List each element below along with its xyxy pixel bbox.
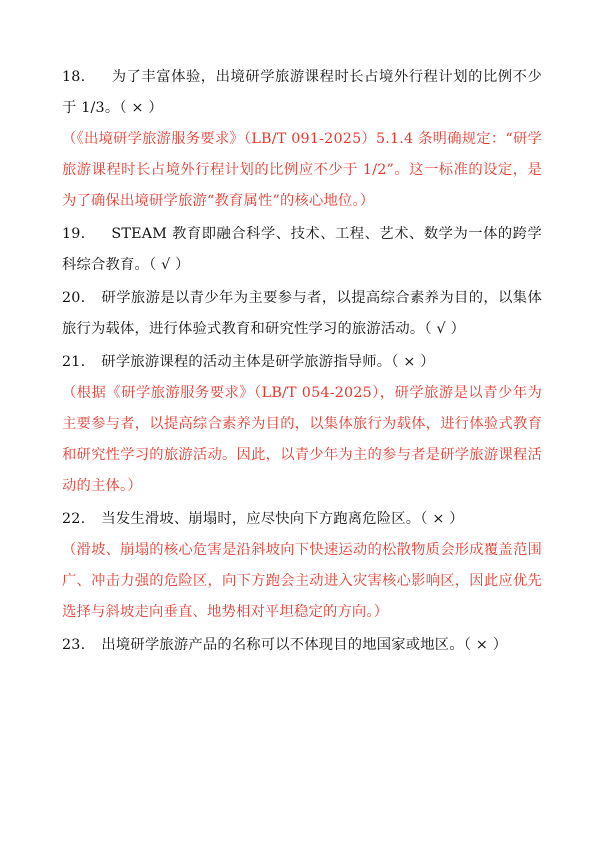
question-body-20: 研学旅游是以青少年为主要参与者，以提高综合素养为目的，以集体旅行为载体，进行体验式教育和研究性学习的旅游活动。（ √ ）	[62, 290, 542, 337]
question-text-19	[62, 219, 542, 281]
question-number-19: 19.	[62, 226, 86, 242]
question-text-21	[62, 347, 542, 378]
question-text-22	[62, 504, 542, 535]
question-item-23	[62, 630, 542, 661]
answer-text-18: （《出境研学旅游服务要求》（LB/T 091-2025）5.1.4 条明确规定：“研学旅游课程时长占境外行程计划的比例应不少于 1/2”。这一标准的设定，是为了确保出境研学旅游“教育属性”的核心地位。）	[62, 131, 542, 209]
question-item-22	[62, 504, 542, 628]
question-number-21: 21.	[62, 354, 86, 370]
question-item-21	[62, 347, 542, 502]
question-text-18	[62, 62, 542, 124]
question-body-23: 出境研学旅游产品的名称可以不体现目的地国家或地区。（ × ）	[101, 637, 508, 653]
answer-text-22: （滑坡、崩塌的核心危害是沿斜坡向下快速运动的松散物质会形成覆盖范围广、冲击力强的危险区，向下方跑会主动进入灾害核心影响区，因此应优先选择与斜坡走向垂直、地势相对平坦稳定的方向。）	[62, 542, 542, 620]
answer-text-21: （根据《研学旅游服务要求》（LB/T 054-2025），研学旅游是以青少年为主要参与者，以提高综合素养为目的，以集体旅行为载体，进行体验式教育和研究性学习的旅游活动。因此，以青少年为主的参与者是研学旅游课程活动的主体。）	[62, 385, 542, 494]
question-number-18: 18.	[62, 69, 86, 85]
question-text-20	[62, 283, 542, 345]
question-text-23	[62, 630, 542, 661]
question-body-19: STEAM 教育即融合科学、技术、工程、艺术、数学为一体的跨学科综合教育。（ √ ）	[62, 226, 542, 273]
question-number-20: 20.	[62, 290, 86, 306]
question-number-23: 23.	[62, 637, 86, 653]
question-item-18	[62, 62, 542, 217]
question-body-18: 为了丰富体验，出境研学旅游课程时长占境外行程计划的比例不少于 1/3。（ × ）	[62, 69, 542, 116]
question-number-22: 22.	[62, 511, 86, 527]
question-item-20	[62, 283, 542, 345]
document-body	[62, 62, 542, 661]
question-body-21: 研学旅游课程的活动主体是研学旅游指导师。（ × ）	[101, 354, 435, 370]
question-body-22: 当发生滑坡、崩塌时，应尽快向下方跑离危险区。（ × ）	[101, 511, 464, 527]
question-item-19	[62, 219, 542, 281]
